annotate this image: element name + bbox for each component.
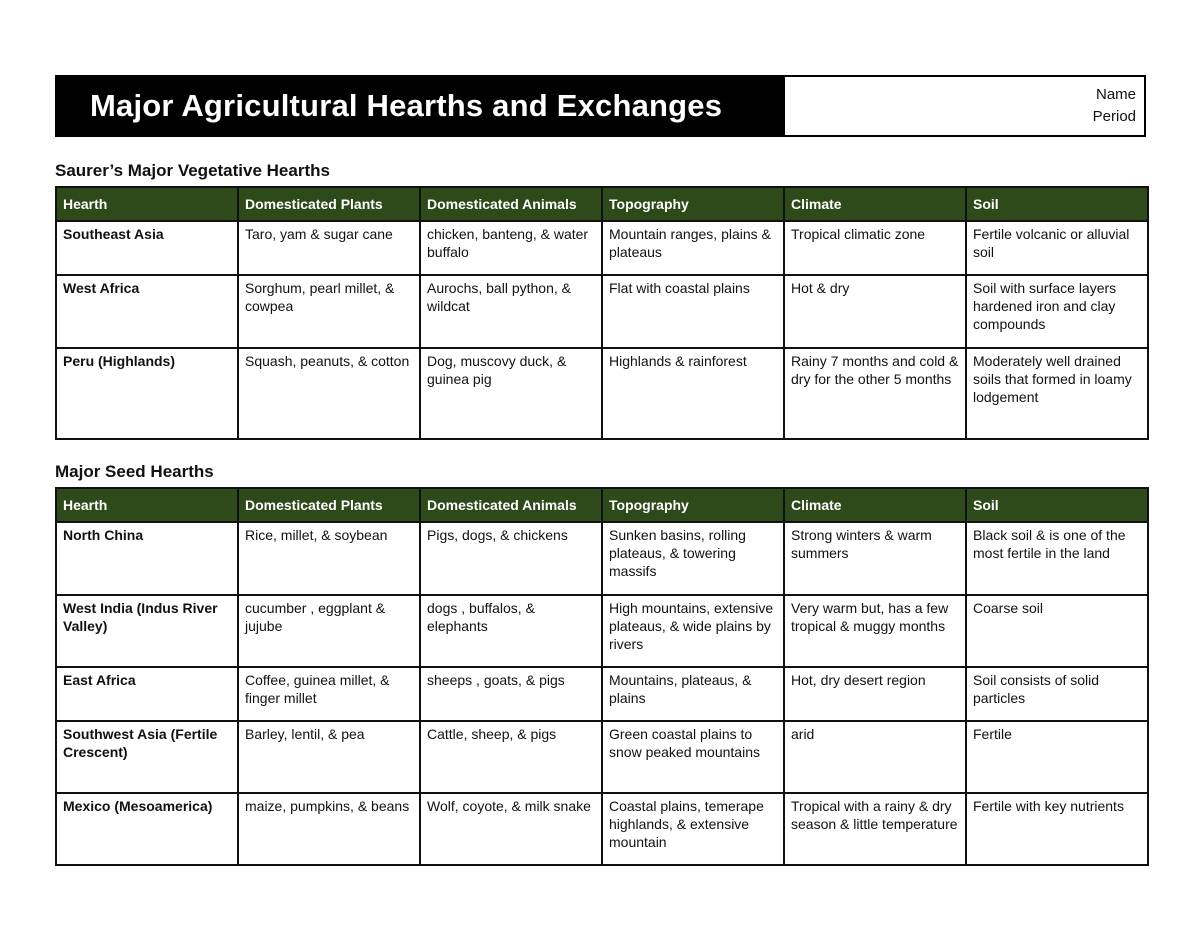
topography-cell: Flat with coastal plains: [602, 275, 784, 348]
soil-cell: Fertile volcanic or alluvial soil: [966, 221, 1148, 275]
climate-cell: arid: [784, 721, 966, 793]
table-row: [56, 793, 1148, 865]
student-info-box: [785, 77, 1144, 135]
climate-cell: Hot & dry: [784, 275, 966, 348]
column-header-plants: Domesticated Plants: [238, 187, 420, 221]
animals-cell: sheeps , goats, & pigs: [420, 667, 602, 721]
animals-cell: Aurochs, ball python, & wildcat: [420, 275, 602, 348]
column-header-hearth: Hearth: [56, 488, 238, 522]
table-header-row: [56, 187, 1148, 221]
topography-cell: Highlands & rainforest: [602, 348, 784, 439]
table-row: [56, 522, 1148, 595]
column-header-topography: Topography: [602, 187, 784, 221]
animals-cell: Dog, muscovy duck, & guinea pig: [420, 348, 602, 439]
column-header-plants: Domesticated Plants: [238, 488, 420, 522]
plants-cell: cucumber , eggplant & jujube: [238, 595, 420, 667]
topography-cell: Mountain ranges, plains & plateaus: [602, 221, 784, 275]
table-row: [56, 595, 1148, 667]
soil-cell: Fertile: [966, 721, 1148, 793]
hearth-cell: Mexico (Mesoamerica): [56, 793, 238, 865]
soil-cell: Soil consists of solid particles: [966, 667, 1148, 721]
seed-hearths-table: [55, 487, 1149, 866]
plants-cell: Taro, yam & sugar cane: [238, 221, 420, 275]
column-header-climate: Climate: [784, 488, 966, 522]
animals-cell: dogs , buffalos, & elephants: [420, 595, 602, 667]
soil-cell: Fertile with key nutrients: [966, 793, 1148, 865]
name-label: Name: [1095, 86, 1136, 103]
table-row: [56, 667, 1148, 721]
column-header-topography: Topography: [602, 488, 784, 522]
column-header-animals: Domesticated Animals: [420, 187, 602, 221]
table-row: [56, 348, 1148, 439]
table-row: [56, 721, 1148, 793]
hearth-cell: North China: [56, 522, 238, 595]
hearth-cell: Southeast Asia: [56, 221, 238, 275]
plants-cell: Sorghum, pearl millet, & cowpea: [238, 275, 420, 348]
hearth-cell: West Africa: [56, 275, 238, 348]
column-header-hearth: Hearth: [56, 187, 238, 221]
animals-cell: Wolf, coyote, & milk snake: [420, 793, 602, 865]
topography-cell: Coastal plains, temerape highlands, & extensive mountain: [602, 793, 784, 865]
plants-cell: Coffee, guinea millet, & finger millet: [238, 667, 420, 721]
plants-cell: Barley, lentil, & pea: [238, 721, 420, 793]
vegetative-section-title: Saurer’s Major Vegetative Hearths: [55, 161, 330, 180]
plants-cell: Squash, peanuts, & cotton: [238, 348, 420, 439]
soil-cell: Soil with surface layers hardened iron and clay compounds: [966, 275, 1148, 348]
plants-cell: maize, pumpkins, & beans: [238, 793, 420, 865]
page-title: Major Agricultural Hearths and Exchanges: [57, 77, 785, 135]
topography-cell: High mountains, extensive plateaus, & wide plains by rivers: [602, 595, 784, 667]
hearth-cell: Southwest Asia (Fertile Crescent): [56, 721, 238, 793]
column-header-soil: Soil: [966, 488, 1148, 522]
climate-cell: Tropical climatic zone: [784, 221, 966, 275]
plants-cell: Rice, millet, & soybean: [238, 522, 420, 595]
table-header-row: [56, 488, 1148, 522]
topography-cell: Sunken basins, rolling plateaus, & towering massifs: [602, 522, 784, 595]
hearth-cell: West India (Indus River Valley): [56, 595, 238, 667]
table-row: [56, 221, 1148, 275]
column-header-animals: Domesticated Animals: [420, 488, 602, 522]
table-row: [56, 275, 1148, 348]
topography-cell: Mountains, plateaus, & plains: [602, 667, 784, 721]
animals-cell: Pigs, dogs, & chickens: [420, 522, 602, 595]
vegetative-hearths-table: [55, 186, 1149, 440]
climate-cell: Very warm but, has a few tropical & muggy months: [784, 595, 966, 667]
column-header-soil: Soil: [966, 187, 1148, 221]
period-label: Period: [1092, 108, 1136, 125]
soil-cell: Coarse soil: [966, 595, 1148, 667]
climate-cell: Hot, dry desert region: [784, 667, 966, 721]
animals-cell: Cattle, sheep, & pigs: [420, 721, 602, 793]
climate-cell: Tropical with a rainy & dry season & little temperature: [784, 793, 966, 865]
seed-section-title: Major Seed Hearths: [55, 462, 214, 481]
worksheet-header: [55, 75, 1146, 137]
soil-cell: Black soil & is one of the most fertile in the land: [966, 522, 1148, 595]
climate-cell: Rainy 7 months and cold & dry for the other 5 months: [784, 348, 966, 439]
climate-cell: Strong winters & warm summers: [784, 522, 966, 595]
animals-cell: chicken, banteng, & water buffalo: [420, 221, 602, 275]
hearth-cell: Peru (Highlands): [56, 348, 238, 439]
hearth-cell: East Africa: [56, 667, 238, 721]
soil-cell: Moderately well drained soils that formed in loamy lodgement: [966, 348, 1148, 439]
column-header-climate: Climate: [784, 187, 966, 221]
topography-cell: Green coastal plains to snow peaked mountains: [602, 721, 784, 793]
